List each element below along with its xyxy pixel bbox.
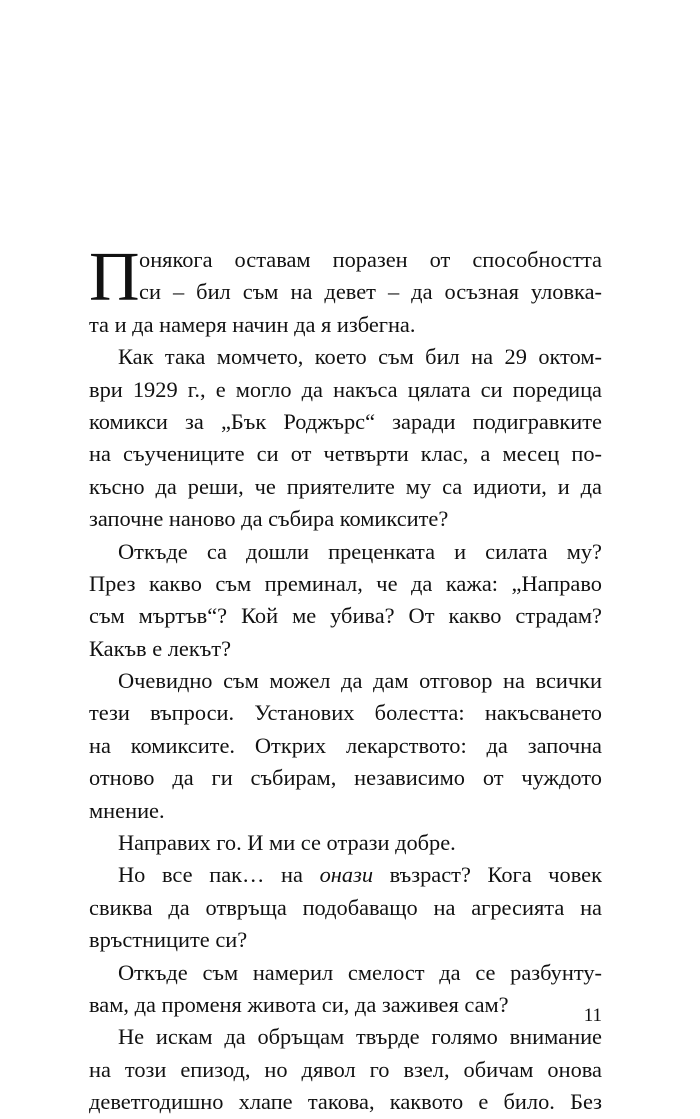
text-line: Очевидно съм можел да дам отговор на всички [118, 668, 602, 694]
paragraph [89, 859, 602, 956]
page-number: 11 [583, 1005, 602, 1026]
text-line: деветгодишно хлапе такова, каквото е било. Без [89, 1089, 602, 1115]
text-line: късно да реши, че приятелите му са идиоти, и да [89, 473, 602, 499]
text-line: отново да ги събирам, независимо от чуждото [89, 765, 602, 791]
text-line: ври 1929 г., е могло да накъса цялата си поредица [89, 376, 602, 402]
paragraph [89, 536, 602, 666]
text-line: на този епизод, но дявол го взел, обичам онова [89, 1056, 602, 1082]
text-line: та и да намеря начин да я избегна. [89, 311, 416, 337]
text-line: Направих го. И ми се отрази добре. [118, 830, 456, 856]
text-line: Откъде са дошли преценката и силата му? [118, 538, 602, 564]
text-line: на съучениците си от четвърти клас, а месец по- [89, 441, 602, 467]
text-line: на комиксите. Открих лекарството: да започна [89, 732, 602, 758]
text-line: Как така момчето, което съм бил на 29 октом- [118, 344, 602, 370]
text-line: През какво съм преминал, че да кажа: „Направо [89, 570, 602, 596]
text-line: свиква да отвръща подобаващо на агресията на [89, 894, 602, 920]
text-line: връстниците си? [89, 927, 248, 953]
paragraph [89, 239, 602, 341]
text-line: комикси за „Бък Роджърс“ заради подигравките [89, 408, 602, 434]
text-line: онякога оставам поразен от способността [139, 247, 602, 272]
paragraph [89, 341, 602, 535]
text-line: Откъде съм намерил смелост да се разбунту- [118, 959, 602, 985]
text-run: възраст? Кога човек [373, 862, 602, 888]
text-line: мнение. [89, 797, 165, 823]
paragraph [89, 827, 602, 859]
text-line: вам, да променя живота си, да заживея сам? [89, 991, 509, 1017]
text-run: Но все пак… на [118, 862, 320, 888]
text-line: започне наново да събира комиксите? [89, 506, 449, 532]
paragraph [89, 665, 602, 827]
emphasis-text: онази [319, 862, 374, 888]
text-line: си – бил съм на девет – да осъзная уловка- [139, 279, 602, 305]
text-line: тези въпроси. Установих болестта: накъсването [89, 700, 602, 726]
paragraph [89, 1021, 602, 1118]
text-line: Не искам да обръщам твърде голямо внимание [118, 1024, 602, 1050]
text-line [89, 859, 602, 891]
text-line: съм мъртъв“? Кой ме убива? От какво страдам? [89, 603, 602, 629]
drop-cap: П [89, 239, 140, 316]
text-line: Какъв е лекът? [89, 635, 232, 661]
body-text [89, 239, 602, 1119]
